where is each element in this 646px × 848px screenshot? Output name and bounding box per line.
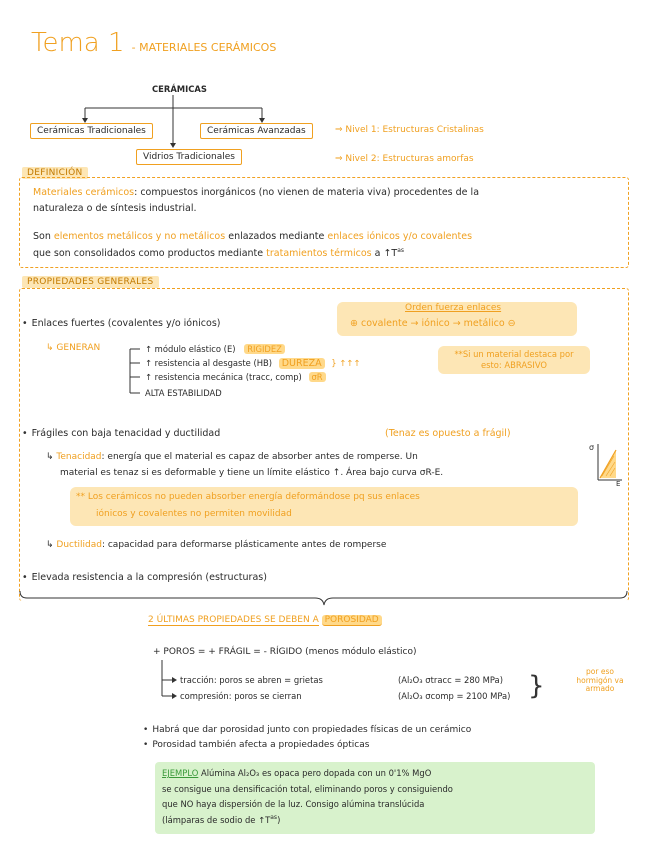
- porosidad-heading: [148, 615, 382, 625]
- gen-3-tag: σR: [309, 372, 326, 382]
- traccion-text: tracción: poros se abren = grietas: [180, 675, 323, 685]
- propiedades-label: PROPIEDADES GENERALES: [22, 276, 159, 288]
- definicion-p2a: [33, 231, 472, 242]
- compresion-bullet: • Elevada resistencia a la compresión (estructuras): [22, 572, 267, 583]
- ceramicos-note-b: iónicos y covalentes no permiten movilidad: [96, 509, 292, 519]
- p2-orange2: enlaces iónicos y/o covalentes: [327, 231, 473, 242]
- gen-2-text: ↑ resistencia al desgaste (HB): [145, 358, 273, 368]
- traccion-value: (Al₂O₃ σtracc = 280 MPa): [398, 675, 503, 685]
- orden-title: Orden fuerza enlaces: [405, 303, 502, 313]
- graph-e: E: [616, 480, 621, 486]
- tenacidad-line1: ↳ Tenacidad: energía que el material es capaz de absorber antes de romperse. Un: [46, 452, 418, 462]
- ductilidad-line: ↳ Ductilidad: capacidad para deformarse plásticamente antes de romperse: [46, 540, 387, 550]
- values-brace: }: [528, 671, 545, 701]
- tree-traditional: Cerámicas Tradicionales: [30, 123, 153, 139]
- p2-b: enlazados mediante: [228, 231, 325, 242]
- definicion-term: Materiales cerámicos: [33, 187, 135, 198]
- gen-4-text: ALTA ESTABILIDAD: [145, 388, 222, 398]
- nivel-2-text: Nivel 2: Estructuras amorfas: [345, 154, 474, 164]
- abrasivo-note: **Si un material destaca por esto: ABRASIVO: [438, 346, 590, 374]
- ejemplo-line-c: que NO haya dispersión de la luz. Consigo alúmina translúcida: [162, 799, 425, 809]
- p2-a: Son: [33, 231, 51, 242]
- tree-root: CERÁMICAS: [152, 84, 207, 94]
- tree-connectors: [0, 0, 646, 180]
- ductilidad-rest: : capacidad para deformarse plásticamente antes de romperse: [101, 540, 387, 550]
- title-main: Tema 1: [31, 28, 125, 58]
- orden-text: ⊕ covalente → iónico → metálico ⊖: [350, 318, 516, 329]
- p2-sup: as: [397, 247, 405, 254]
- tenaz-note: (Tenaz es opuesto a frágil): [385, 428, 511, 439]
- ejemplo-line-a: [162, 768, 431, 778]
- generan-label: GENERAN: [56, 343, 101, 353]
- porosidad-line1: + POROS = + FRÁGIL = - RÍGIDO (menos módulo elástico): [153, 647, 417, 657]
- p2-c: que son consolidados como productos mediante: [33, 248, 264, 260]
- gen-2-arrows: } ↑↑↑: [331, 358, 361, 368]
- ejemplo-line-d: [162, 814, 280, 825]
- graph-sigma: σ: [589, 443, 595, 452]
- gen-2-tag: DUREZA: [279, 358, 325, 369]
- porosidad-arrows: [158, 660, 178, 704]
- nivel-1: ⇒ Nivel 1: Estructuras Cristalinas: [335, 125, 484, 135]
- p2-orange3: tratamientos térmicos: [266, 248, 372, 260]
- ejemplo-d: (lámparas de sodio de ↑T: [162, 814, 271, 825]
- tenacidad-a: : energía que el material es capaz de absorber antes de romperse. Un: [101, 452, 418, 462]
- porosidad-bullet-2: • Porosidad también afecta a propiedades ópticas: [143, 740, 369, 750]
- tree-advanced: Cerámicas Avanzadas: [200, 123, 313, 139]
- definicion-p1b: naturaleza o de síntesis industrial.: [33, 203, 197, 214]
- porosidad-heading-b: POROSIDAD: [322, 615, 382, 626]
- gen-4: [145, 388, 222, 398]
- p2-orange1: elementos metálicos y no metálicos: [53, 231, 226, 242]
- title-sub: - MATERIALES CERÁMICOS: [131, 41, 277, 54]
- fragiles: • Frágiles con baja tenacidad y ductilidad: [22, 428, 220, 439]
- porosidad-heading-a: 2 ÚLTIMAS PROPIEDADES SE DEBEN A: [148, 615, 319, 625]
- ejemplo-sup: as: [270, 814, 278, 821]
- ejemplo-line-b: se consigue una densificación total, eliminando poros y consiguiendo: [162, 784, 453, 794]
- generan-bracket: [124, 345, 144, 397]
- hormigon-note: por eso hormigón va armado: [576, 667, 624, 694]
- ejemplo-a: Alúmina Al₂O₃ es opaca pero dopada con un 0'1% MgO: [200, 768, 432, 778]
- gen-1-tag: RIGIDEZ: [244, 344, 285, 354]
- nivel-1-text: Nivel 1: Estructuras Cristalinas: [345, 125, 484, 135]
- definicion-p1-rest: : compuestos inorgánicos (no vienen de materia viva) procedentes de la: [134, 187, 480, 198]
- p2-d: a ↑T: [374, 248, 398, 260]
- ejemplo-e: ): [277, 814, 281, 825]
- gen-3-text: ↑ resistencia mecánica (tracc, comp): [145, 372, 302, 382]
- porosidad-bullet-1: • Habrá que dar porosidad junto con propiedades físicas de un cerámico: [143, 725, 471, 735]
- tree-glass: Vidrios Tradicionales: [136, 149, 242, 165]
- tenacidad-term: Tenacidad: [56, 452, 102, 462]
- compresion-text: compresión: poros se cierran: [180, 691, 302, 701]
- ductilidad-term: Ductilidad: [56, 540, 102, 550]
- tenacidad-line2: material es tenaz si es deformable y tiene un límite elástico ↑. Área bajo curva σR-E.: [60, 468, 444, 478]
- section-brace: [19, 590, 629, 610]
- gen-2: [145, 358, 360, 369]
- gen-1-text: ↑ módulo elástico (E): [145, 344, 236, 354]
- enlaces-fuertes: • Enlaces fuertes (covalentes y/o iónicos): [22, 318, 220, 329]
- definicion-p2b: [33, 247, 404, 259]
- gen-1: [145, 344, 285, 354]
- compresion-value: (Al₂O₃ σcomp = 2100 MPa): [398, 691, 511, 701]
- definicion-label: DEFINICIÓN: [22, 167, 88, 179]
- ceramicos-note-a: ** Los cerámicos no pueden absorber energía deformándose pq sus enlaces: [76, 492, 420, 502]
- generan-arrow: ↳ GENERAN: [46, 343, 101, 353]
- gen-3: [145, 372, 326, 382]
- nivel-2: ⇒ Nivel 2: Estructuras amorfas: [335, 154, 474, 164]
- stress-strain-graph: [588, 440, 624, 486]
- ejemplo-label: EJEMPLO: [162, 768, 199, 778]
- definicion-p1a: [33, 187, 479, 198]
